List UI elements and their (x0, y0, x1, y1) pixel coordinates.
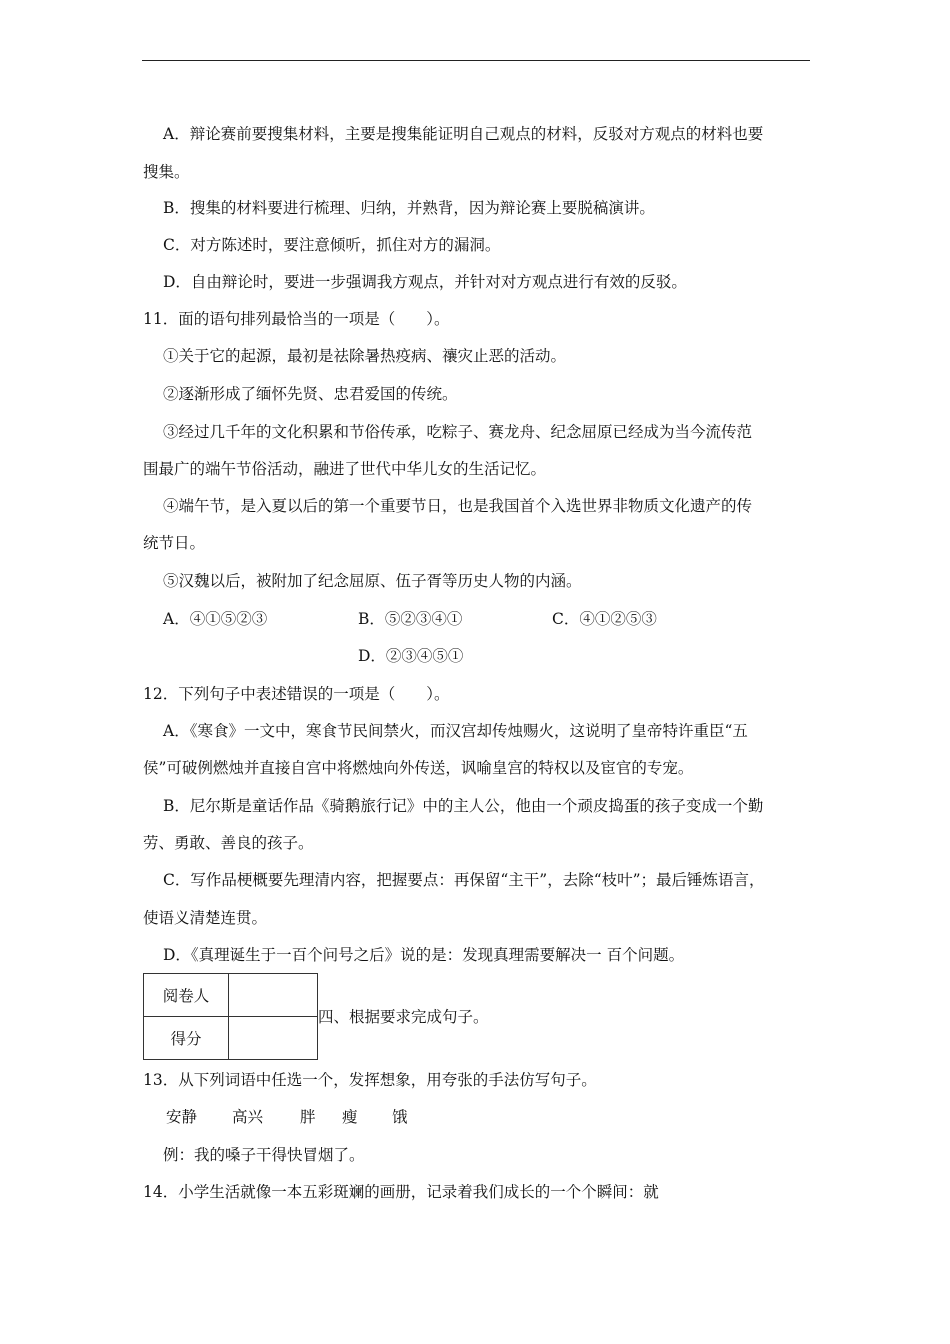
section-four-title: 四、根据要求完成句子。 (318, 1008, 489, 1026)
q11-option-d: D．②③④⑤① (358, 647, 464, 665)
q12-option-b-line1: B．尼尔斯是童话作品《骑鹅旅行记》中的主人公，他由一个顽皮捣蛋的孩子变成一个勤 (163, 797, 764, 815)
reviewer-label: 阅卷人 (144, 974, 229, 1017)
score-blank-cell (229, 1017, 318, 1060)
score-box (143, 973, 318, 1060)
q11-sentence-5: ⑤汉魏以后，被附加了纪念屈原、伍子胥等历史人物的内涵。 (163, 572, 582, 590)
q12-option-c-line1: C．写作品梗概要先理清内容，把握要点：再保留“主干”，去除“枝叶”；最后锤炼语言， (163, 871, 765, 889)
q11-option-a: A．④①⑤②③ (163, 610, 268, 628)
q12-option-c-line2: 使语义清楚连贯。 (143, 909, 268, 927)
q11-option-c: C．④①②⑤③ (552, 610, 657, 628)
q12-option-a-line2: 侯”可破例燃烛并直接自宫中将燃烛向外传送，讽喻皇宫的特权以及宦官的专宠。 (143, 759, 694, 777)
q13-word-4: 瘦 (342, 1108, 358, 1126)
q13-word-2: 高兴 (232, 1108, 264, 1126)
q11-sentence-1: ①关于它的起源，最初是祛除暑热疫病、禳灾止恶的活动。 (163, 347, 567, 365)
q13-word-1: 安静 (166, 1108, 198, 1126)
q12-stem: 12．下列句子中表述错误的一项是（ ）。 (143, 685, 450, 703)
q13-stem: 13．从下列词语中任选一个，发挥想象，用夸张的手法仿写句子。 (143, 1071, 597, 1089)
reviewer-blank-cell (229, 974, 318, 1017)
q11-sentence-2: ②逐渐形成了缅怀先贤、忠君爱国的传统。 (163, 385, 458, 403)
q10-option-d: D．自由辩论时，要进一步强调我方观点，并针对对方观点进行有效的反驳。 (163, 273, 687, 291)
q12-option-d: D．《真理诞生于一百个问号之后》说的是：发现真理需要解决一 百个问题。 (163, 946, 685, 964)
header-rule (142, 60, 810, 61)
q12-option-a-line1: A．《寒食》一文中，寒食节民间禁火，而汉宫却传烛赐火，这说明了皇帝特许重臣“五 (163, 722, 748, 740)
q10-option-b: B．搜集的材料要进行梳理、归纳，并熟背，因为辩论赛上要脱稿演讲。 (163, 199, 655, 217)
q11-stem: 11．面的语句排列最恰当的一项是（ ）。 (143, 310, 450, 328)
q10-option-a-line2: 搜集。 (143, 163, 190, 181)
q11-sentence-3-line1: ③经过几千年的文化积累和节俗传承，吃粽子、赛龙舟、纪念屈原已经成为当今流传范 (163, 423, 753, 441)
q10-option-c: C．对方陈述时，要注意倾听，抓住对方的漏洞。 (163, 236, 501, 254)
q11-option-b: B．⑤②③④① (358, 610, 463, 628)
q13-word-3: 胖 (300, 1108, 316, 1126)
q11-sentence-4-line2: 统节日。 (143, 534, 206, 552)
q12-option-b-line2: 劳、勇敢、善良的孩子。 (143, 834, 314, 852)
q13-example: 例：我的嗓子干得快冒烟了。 (163, 1146, 365, 1164)
score-label: 得分 (144, 1017, 229, 1060)
q13-word-5: 饿 (392, 1108, 408, 1126)
q11-sentence-4-line1: ④端午节，是入夏以后的第一个重要节日，也是我国首个入选世界非物质文化遗产的传 (163, 497, 753, 515)
q10-option-a-line1: A．辩论赛前要搜集材料，主要是搜集能证明自己观点的材料，反驳对方观点的材料也要 (163, 125, 764, 143)
q14-stem: 14．小学生活就像一本五彩斑斓的画册，记录着我们成长的一个个瞬间：就 (143, 1183, 659, 1201)
q11-sentence-3-line2: 围最广的端午节俗活动，融进了世代中华儿女的生活记忆。 (143, 460, 547, 478)
